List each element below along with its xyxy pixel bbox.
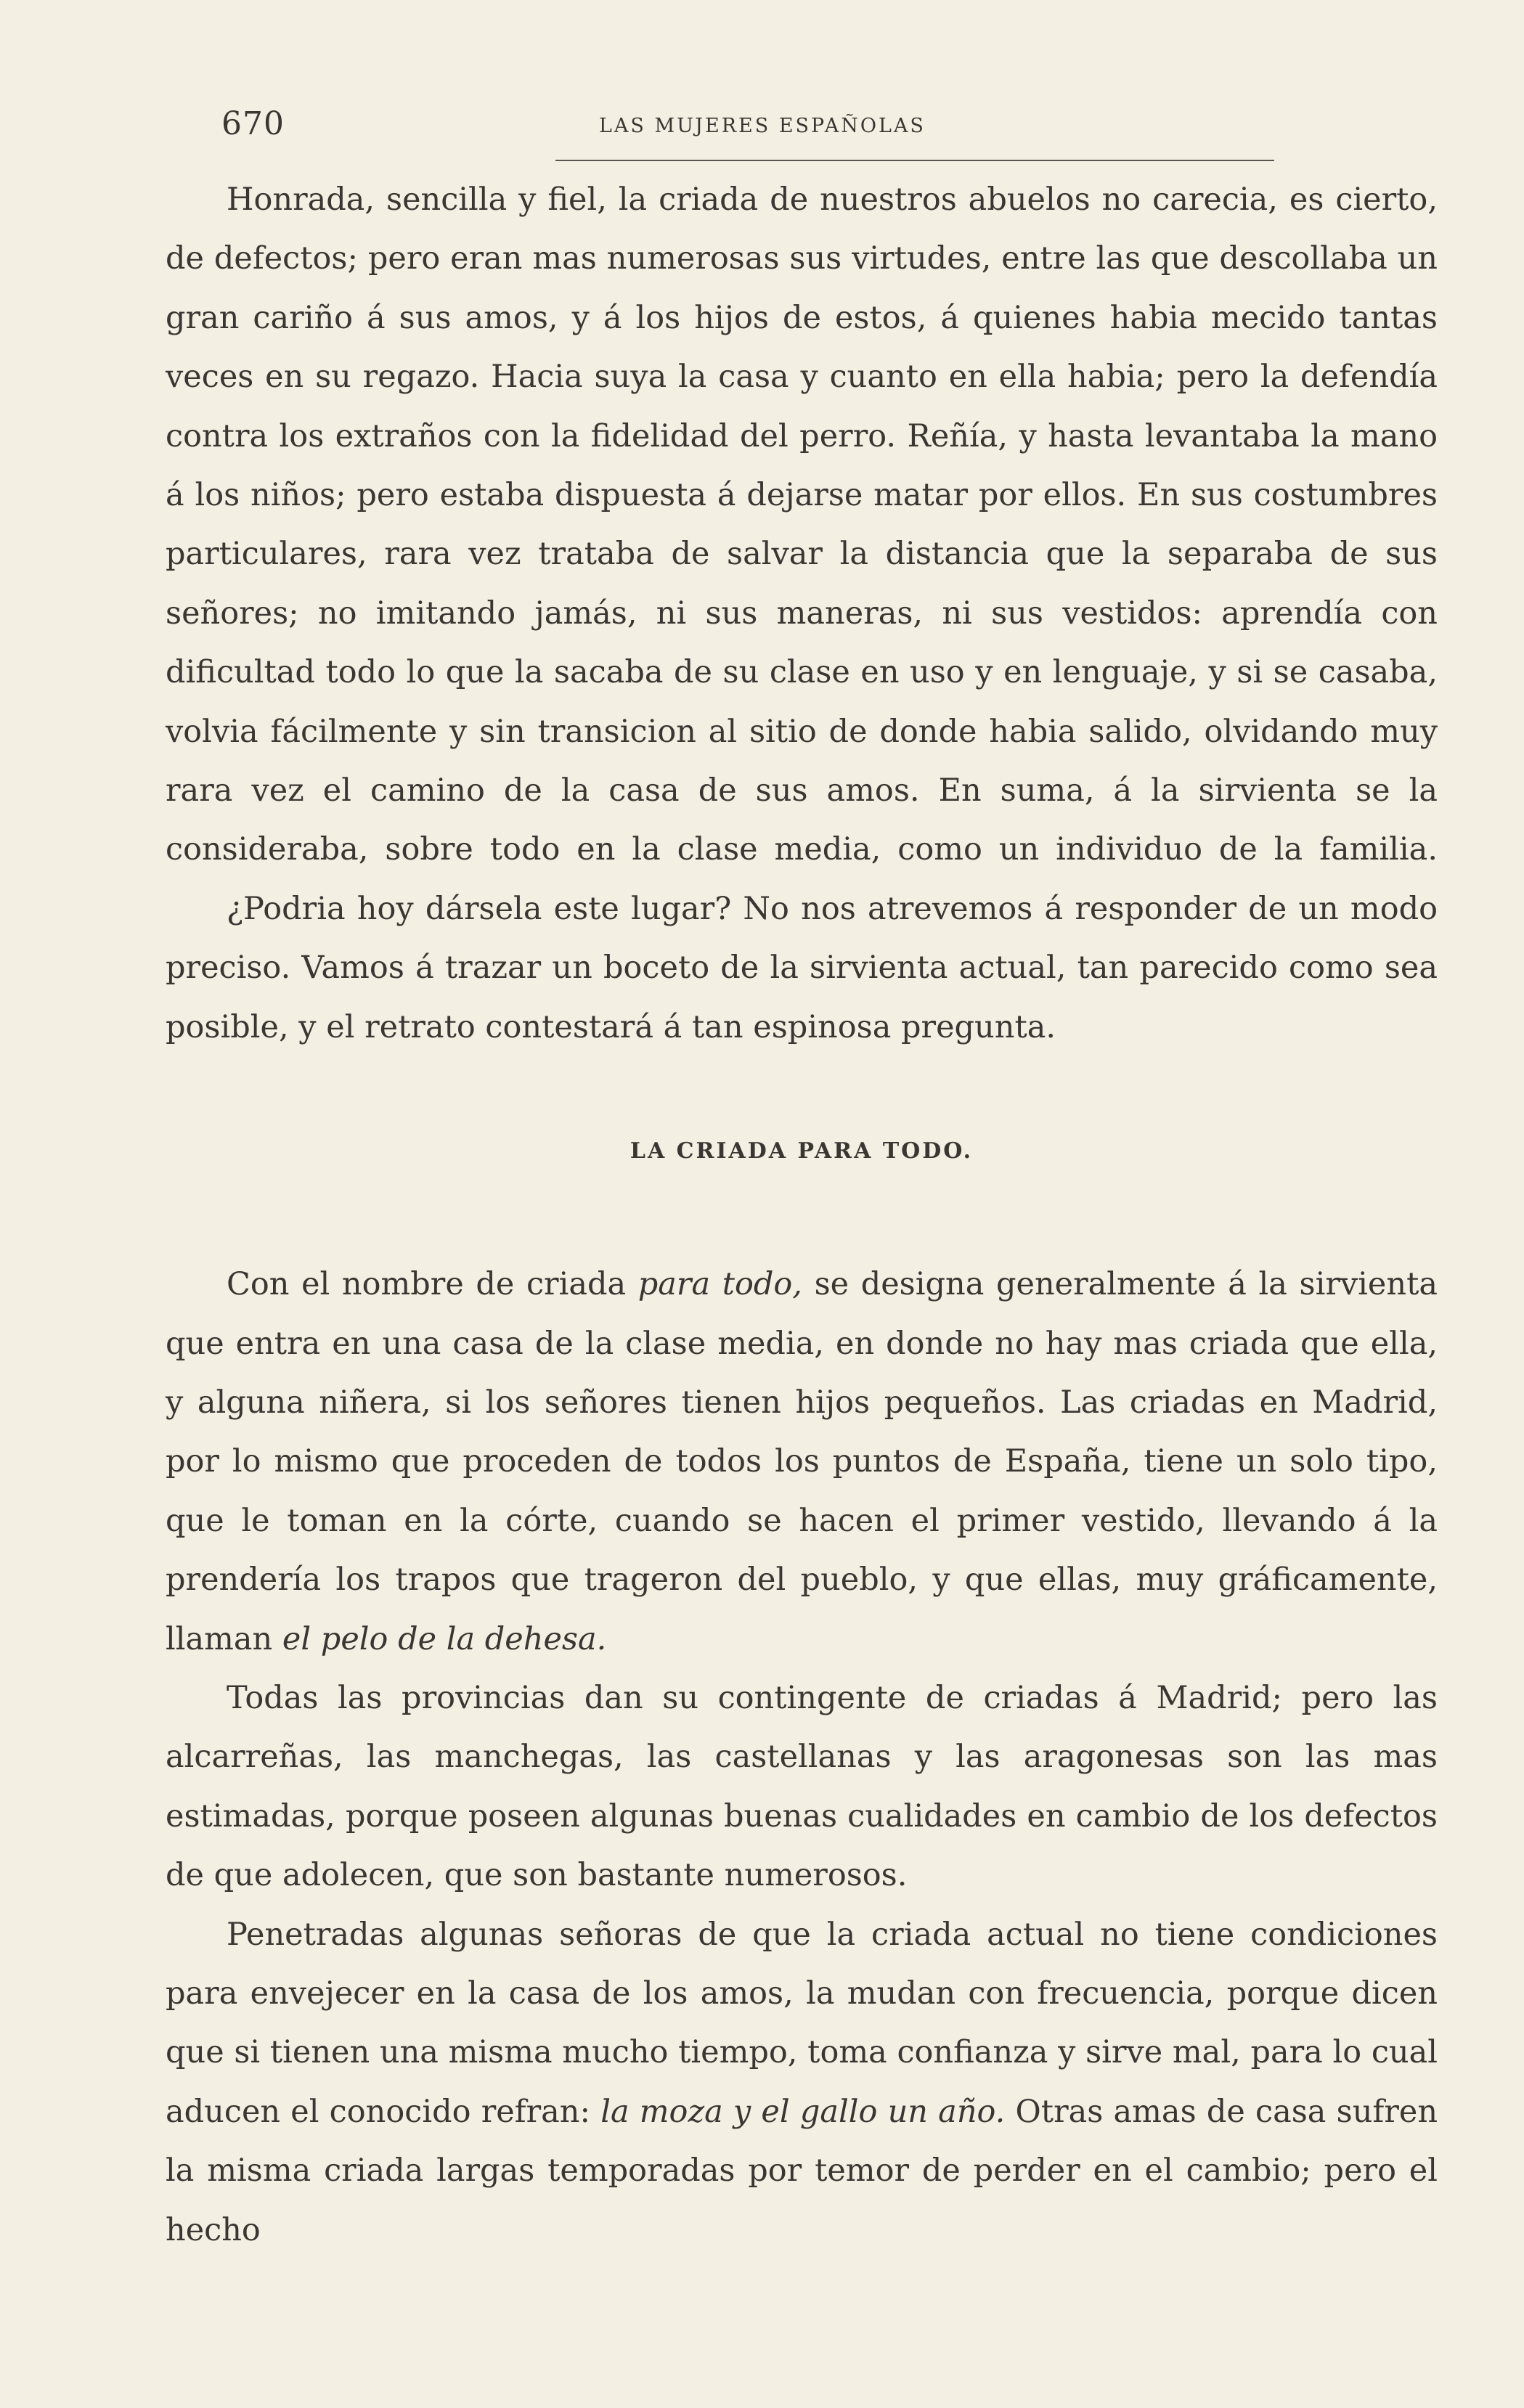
italic-term: para todo, <box>637 1266 802 1303</box>
text-run: se designa generalmente á la sirvienta que entra en una casa de la clase media, en donde no hay mas criada que ella, y alguna niñera, si los señores tienen hijos pequeños. Las criadas en Madrid, por lo mismo que proceden de todos los puntos de España, tiene un solo tipo, que le toman en la córte, cuando se hacen el primer vestido, llevando á la prendería los trapos que trageron del pueblo, y que ellas, muy gráficamente, llaman <box>166 1266 1438 1657</box>
running-head <box>221 105 1281 163</box>
italic-proverb: la moza y el gallo un año. <box>600 2093 1006 2130</box>
paragraph-criada-antigua <box>166 171 1438 880</box>
italic-term: el pelo de la dehesa. <box>282 1620 607 1657</box>
section-heading: LA CRIADA PARA TODO. <box>629 1138 974 1164</box>
text-run: Penetradas algunas señoras de que la criada actual no tiene condiciones para envejecer en la casa de los amos, la mudan con frecuencia, porque dicen que si tienen una misma mucho tiempo, toma confianza y sirve mal, para lo cual aducen el conocido refran: <box>166 1916 1438 2130</box>
paragraph-criada-para-todo <box>166 1255 1438 1669</box>
text-run: Con el nombre de criada <box>227 1266 638 1303</box>
text-column <box>166 171 1438 2260</box>
header-rule <box>555 160 1274 161</box>
paragraph-text: Honrada, sencilla y fiel, la criada de nuestros abuelos no carecia, es cierto, de defectos; pero eran mas numerosas sus virtudes, entre las que descollaba un gran cariño á sus amos, y á los hijos de estos, á quienes habia mecido tantas veces en su regazo. Hacia suya la casa y cuanto en ella habia; pero la defendía contra los extraños con la fidelidad del perro. Reñía, y hasta levantaba la mano á los niños; pero estaba dispuesta á dejarse matar por ellos. En sus costumbres particulares, rara vez trataba de salvar la distancia que la separaba de sus señores; no imitando jamás, ni sus maneras, ni sus vestidos: aprendía con dificultad todo lo que la sacaba de su clase en uso y en lenguaje, y si se casaba, volvia fácilmente y sin transicion al sitio de donde habia salido, olvidando muy rara vez el camino de la casa de sus amos. En suma, á la sirvienta se la consideraba, sobre todo en la clase media, como un individuo de la familia. <box>166 181 1438 868</box>
paragraph-pregunta <box>166 880 1438 1057</box>
paragraph-señoras <box>166 1906 1438 2260</box>
paragraph-text: ¿Podria hoy dársela este lugar? No nos atrevemos á responder de un modo preciso. Vamos á trazar un boceto de la sirvienta actual, tan parecido como sea posible, y el retrato contestará á tan espinosa pregunta. <box>166 890 1438 1045</box>
paragraph-provincias <box>166 1669 1438 1906</box>
text-run: Otras amas de casa sufren la misma criada largas temporadas por temor de perder en el cambio; pero el hecho <box>166 2093 1438 2248</box>
running-title: LAS MUJERES ESPAÑOLAS <box>599 115 926 137</box>
page-number: 670 <box>221 105 285 142</box>
paragraph-text: Todas las provincias dan su contingente de criadas á Madrid; pero las alcarreñas, las manchegas, las castellanas y las aragonesas son las mas estimadas, porque poseen algunas buenas cualidades en cambio de los defectos de que adolecen, que son bastante numerosos. <box>166 1679 1438 1894</box>
